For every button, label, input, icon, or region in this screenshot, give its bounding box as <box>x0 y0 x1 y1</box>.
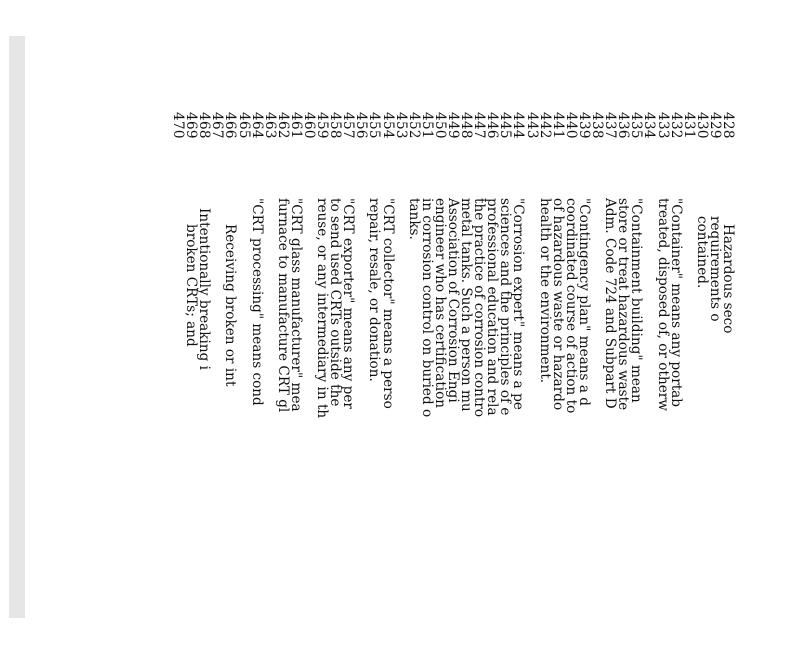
paragraph-gap <box>210 198 223 658</box>
line-number: 449 <box>445 112 462 139</box>
line-number: 467 <box>209 112 226 139</box>
line-number: 441 <box>549 112 566 139</box>
paragraph-gap <box>525 198 538 658</box>
line-number: 465 <box>235 112 252 139</box>
line-number: 463 <box>261 112 278 139</box>
line-number: 447 <box>471 112 488 139</box>
line-number: 461 <box>287 112 304 139</box>
line-number: 452 <box>405 112 422 139</box>
line-number: 454 <box>379 112 396 139</box>
line-number: 430 <box>693 112 710 139</box>
line-number: 451 <box>418 112 435 139</box>
line-number: 470 <box>170 112 187 139</box>
line-number: 466 <box>222 112 239 139</box>
text-line: "CRT processing" means cond <box>248 198 265 406</box>
text-line: coordinated course of action to <box>562 198 579 414</box>
text-line: Receiving broken or int <box>222 224 239 387</box>
text-line: treated, disposed of, or otherw <box>654 198 671 411</box>
line-number: 456 <box>353 112 370 139</box>
text-line: to send used CRTs outside the <box>327 198 344 407</box>
text-line: "CRT collector" means a perso <box>379 198 396 409</box>
line-number: 442 <box>536 112 553 139</box>
text-line: tanks. <box>405 198 422 240</box>
paragraph-gap <box>236 198 249 658</box>
line-number: 444 <box>510 112 527 139</box>
paragraph-gap <box>354 198 367 658</box>
line-number: 431 <box>680 112 697 139</box>
line-number: 434 <box>641 112 658 139</box>
text-line: metal tanks. Such a person mu <box>458 198 475 412</box>
text-line: Association of Corrosion Engi <box>445 198 462 403</box>
line-number: 459 <box>314 112 331 139</box>
text-line: "CRT glass manufacturer" mea <box>287 198 304 412</box>
text-line: professional education and rela <box>484 198 501 416</box>
text-line: Intentionally breaking i <box>196 208 213 370</box>
text-line: engineer who has certification <box>431 198 448 409</box>
line-number: 440 <box>562 112 579 139</box>
line-number: 428 <box>720 112 736 139</box>
text-line: the practice of corrosion contro <box>471 198 488 418</box>
paragraph-gap <box>642 198 655 658</box>
text-line: reuse, or any intermediary in th <box>314 198 331 419</box>
line-number: 437 <box>602 112 619 139</box>
line-number: 458 <box>327 112 344 139</box>
line-number: 448 <box>458 112 475 139</box>
line-number-column <box>171 112 734 139</box>
line-number: 455 <box>366 112 383 139</box>
line-number: 462 <box>274 112 291 139</box>
text-line: Hazardous seco <box>720 224 736 334</box>
text-line: health or the environment. <box>536 198 553 384</box>
line-number: 433 <box>654 112 671 139</box>
line-number: 468 <box>196 112 213 139</box>
line-number: 435 <box>628 112 645 139</box>
text-line: "Contingency plan" means a d <box>575 198 592 406</box>
text-line: "Container" means any portab <box>667 198 684 407</box>
line-number: 445 <box>497 112 514 139</box>
line-number: 460 <box>301 112 317 139</box>
text-line: broken CRTs; and <box>183 224 200 347</box>
line-number: 446 <box>484 112 501 139</box>
line-number: 453 <box>392 112 409 139</box>
text-line: furnace to manufacture CRT gl <box>274 198 291 413</box>
text-line: sciences and the principles of e <box>497 198 514 416</box>
line-number: 464 <box>248 112 265 139</box>
text-line: repair, resale, or donation. <box>366 198 383 382</box>
document-text <box>184 198 734 658</box>
text-line: requirements o <box>706 216 723 322</box>
line-number: 457 <box>340 112 357 139</box>
text-line: Adm. Code 724 and Subpart D <box>602 198 619 409</box>
text-line: contained. <box>693 216 710 289</box>
line-number: 429 <box>706 112 723 139</box>
text-line: "Corrosion expert" means a pe <box>510 198 527 410</box>
line-number: 439 <box>575 112 592 139</box>
line-number: 438 <box>589 112 606 139</box>
text-line: "CRT exporter" means any per <box>340 198 357 409</box>
line-number: 469 <box>183 112 200 139</box>
line-number: 432 <box>667 112 684 139</box>
line-number: 436 <box>615 112 632 139</box>
text-line: of hazardous waste or hazardo <box>549 198 566 411</box>
line-number: 443 <box>523 112 540 139</box>
text-line: store or treat hazardous waste <box>615 198 632 411</box>
text-line: "Containment building" mean <box>628 198 645 403</box>
line-number: 450 <box>431 112 448 139</box>
text-line: in corrosion control on buried o <box>418 198 435 418</box>
